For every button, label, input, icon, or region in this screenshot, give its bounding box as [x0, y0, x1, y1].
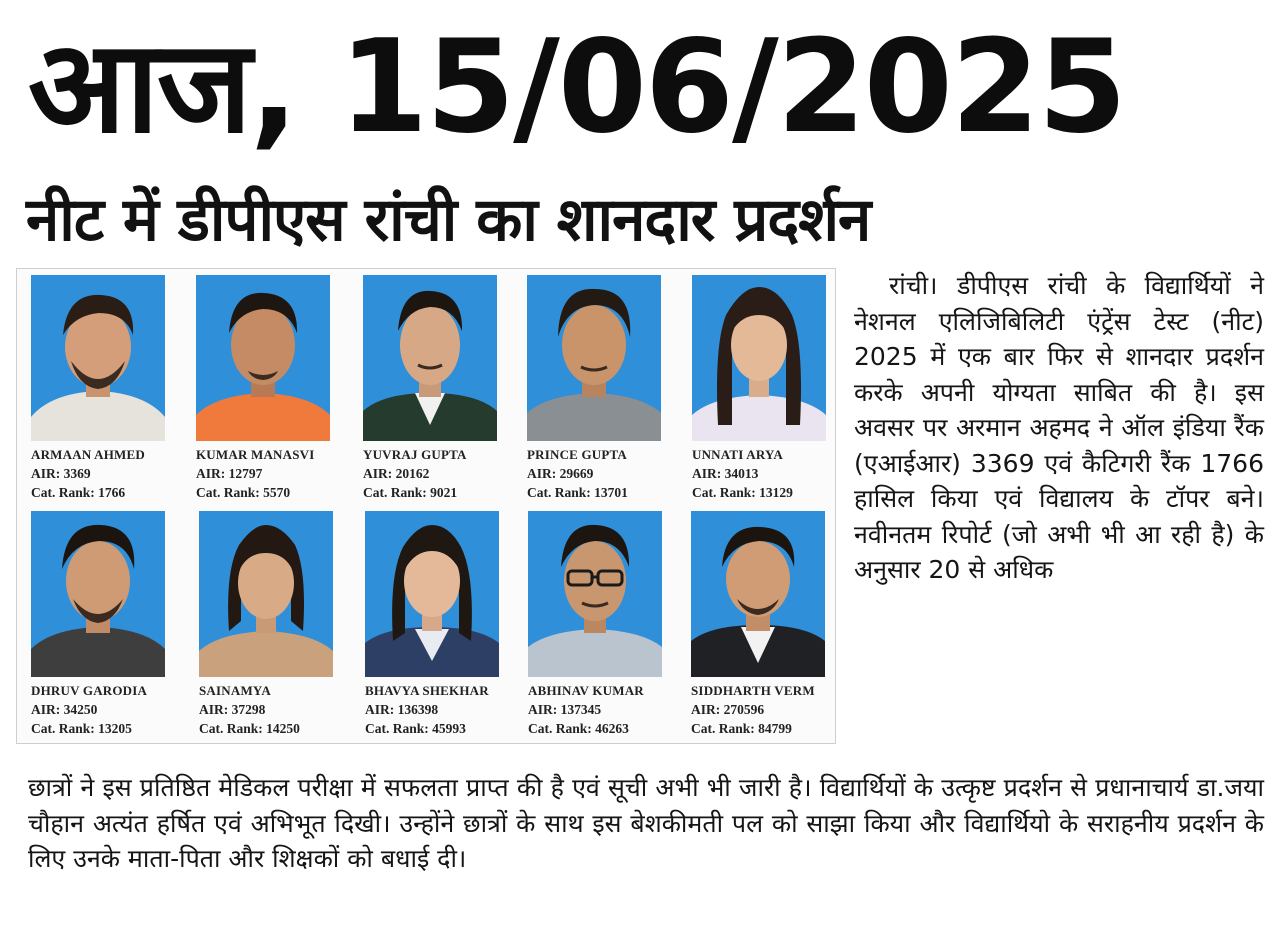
- student-photo: [363, 275, 497, 441]
- student-cat-rank: Cat. Rank: 14250: [199, 721, 300, 736]
- student-caption: [31, 445, 201, 502]
- student-card: [527, 275, 677, 505]
- student-air: AIR: 20162: [363, 466, 430, 481]
- article-column-text: [854, 268, 1264, 768]
- student-caption: [196, 445, 366, 502]
- student-card: [363, 275, 513, 505]
- student-photo: [199, 511, 333, 677]
- student-photo-panel: [16, 268, 836, 744]
- student-caption: [363, 445, 533, 502]
- student-cat-rank: Cat. Rank: 13129: [692, 485, 793, 500]
- student-caption: [692, 445, 862, 502]
- student-card: [691, 511, 841, 741]
- student-caption: [528, 681, 698, 738]
- student-name: SAINAMYA: [199, 683, 271, 698]
- article-paragraph: रांची। डीपीएस रांची के विद्यार्थियों ने नेशनल एलिजिबिलिटी एंट्रेंस टेस्ट (नीट) 2025 में एक बार फिर से शानदार प्रदर्शन करके अपनी योग्यता साबित की है। इस अवसर पर अरमान अहमद ने ऑल इंडिया रैंक (एआईआर) 3369 एवं कैटिगरी रैंक 1766 हासिल किया एवं विद्यालय के टॉपर बने। नवीनतम रिपोर्ट (जो अभी भी आ रही है) के अनुसार 20 से अधिक: [854, 271, 1264, 584]
- article-paragraph: छात्रों ने इस प्रतिष्ठित मेडिकल परीक्षा में सफलता प्राप्त की है एवं सूची अभी भी जारी है। विद्यार्थियों के उत्कृष्ट प्रदर्शन से प्रधानाचार्य डा.जया चौहान अत्यंत हर्षित एवं अभिभूत दिखी। उन्होंने छात्रों के साथ इस बेशकीमती पल को साझा किया और विद्यार्थियो के सराहनीय प्रदर्शन के लिए उनके माता-पिता और शिक्षकों को बधाई दी।: [28, 773, 1264, 873]
- student-card: [365, 511, 515, 741]
- student-air: AIR: 34013: [692, 466, 759, 481]
- student-name: DHRUV GARODIA: [31, 683, 148, 698]
- student-cat-rank: Cat. Rank: 45993: [365, 721, 466, 736]
- student-name: BHAVYA SHEKHAR: [365, 683, 489, 698]
- student-card: [199, 511, 349, 741]
- student-photo: [31, 275, 165, 441]
- student-name: SIDDHARTH VERM: [691, 683, 815, 698]
- student-card: [31, 275, 181, 505]
- student-cat-rank: Cat. Rank: 13701: [527, 485, 628, 500]
- student-name: UNNATI ARYA: [692, 447, 783, 462]
- student-cat-rank: Cat. Rank: 5570: [196, 485, 291, 500]
- student-caption: [365, 681, 535, 738]
- student-name: KUMAR MANASVI: [196, 447, 315, 462]
- article-full-width-text: [28, 770, 1264, 940]
- student-air: AIR: 34250: [31, 702, 98, 717]
- student-cat-rank: Cat. Rank: 84799: [691, 721, 792, 736]
- student-cat-rank: Cat. Rank: 46263: [528, 721, 629, 736]
- student-air: AIR: 3369: [31, 466, 91, 481]
- student-name: ABHINAV KUMAR: [528, 683, 644, 698]
- student-cat-rank: Cat. Rank: 1766: [31, 485, 126, 500]
- student-cat-rank: Cat. Rank: 13205: [31, 721, 132, 736]
- student-air: AIR: 37298: [199, 702, 266, 717]
- headline: नीट में डीपीएस रांची का शानदार प्रदर्शन: [26, 185, 871, 255]
- student-name: ARMAAN AHMED: [31, 447, 145, 462]
- student-air: AIR: 136398: [365, 702, 439, 717]
- student-photo: [691, 511, 825, 677]
- student-cat-rank: Cat. Rank: 9021: [363, 485, 458, 500]
- student-caption: [31, 681, 201, 738]
- student-card: [196, 275, 346, 505]
- student-photo: [31, 511, 165, 677]
- student-air: AIR: 29669: [527, 466, 594, 481]
- student-caption: [527, 445, 697, 502]
- student-photo: [692, 275, 826, 441]
- student-photo: [527, 275, 661, 441]
- date-line: आज, 15/06/2025: [28, 13, 1125, 162]
- student-photo: [528, 511, 662, 677]
- student-name: YUVRAJ GUPTA: [363, 447, 467, 462]
- student-name: PRINCE GUPTA: [527, 447, 628, 462]
- student-air: AIR: 12797: [196, 466, 263, 481]
- student-photo: [196, 275, 330, 441]
- student-air: AIR: 137345: [528, 702, 602, 717]
- student-caption: [691, 681, 861, 738]
- student-air: AIR: 270596: [691, 702, 765, 717]
- student-card: [31, 511, 181, 741]
- student-card: [528, 511, 678, 741]
- student-card: [692, 275, 842, 505]
- student-caption: [199, 681, 369, 738]
- student-photo: [365, 511, 499, 677]
